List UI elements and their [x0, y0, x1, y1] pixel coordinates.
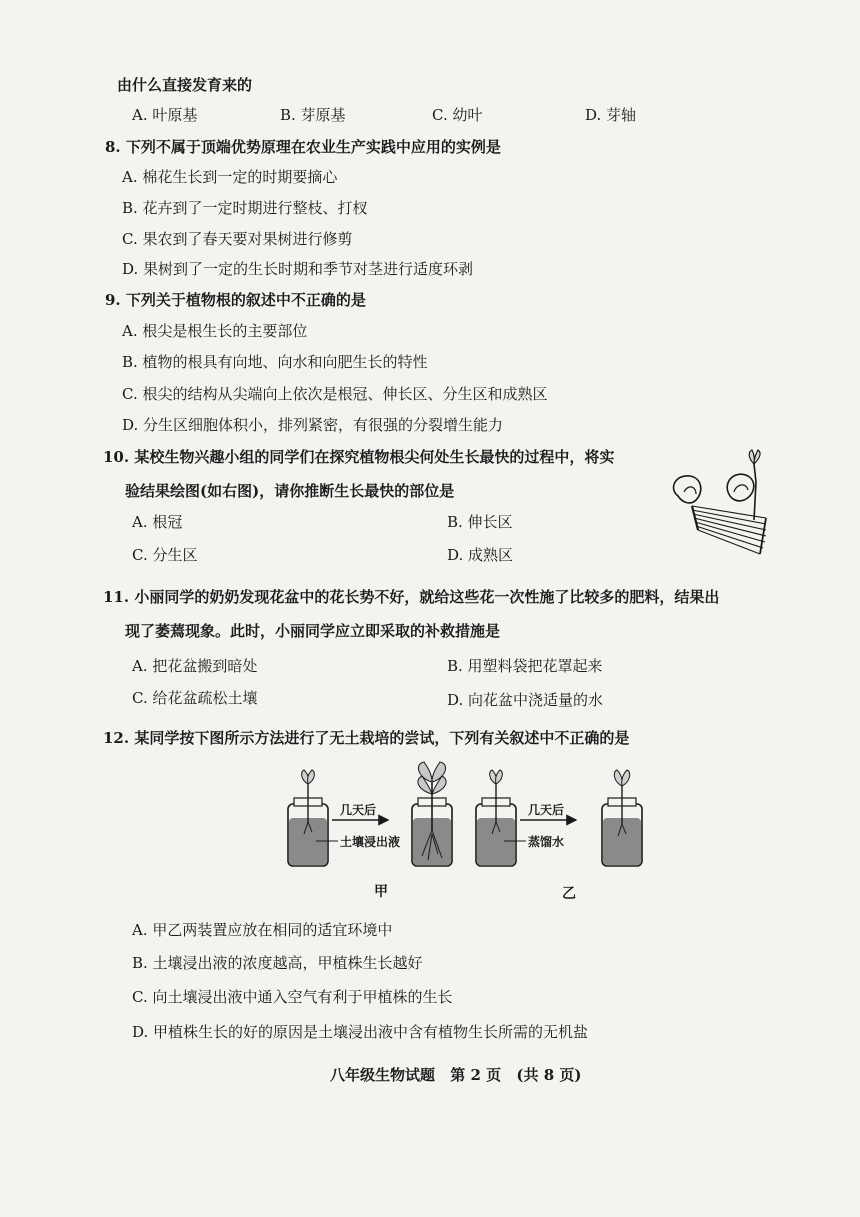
- jar-a-before: [288, 770, 328, 866]
- q9-option-a: A. 根尖是根生长的主要部位: [122, 322, 308, 340]
- footer-total-pages: (共 8 页): [516, 1066, 582, 1084]
- q10-stem-line1: 10. 某校生物兴趣小组的同学们在探究植物根尖何处生长最快的过程中，将实: [103, 448, 615, 466]
- q11-stem-line2: 现了萎蔫现象。此时，小丽同学应立即采取的补救措施是: [125, 622, 501, 640]
- q12-option-c: C. 向土壤浸出液中通入空气有利于甲植株的生长: [132, 988, 453, 1006]
- q12-option-a: A. 甲乙两装置应放在相同的适宜环境中: [132, 921, 393, 939]
- footer-page-number: 第 2 页: [450, 1066, 502, 1084]
- q11-option-d: D. 向花盆中浇适量的水: [447, 691, 604, 709]
- arrow-label-b: 几天后: [527, 803, 565, 817]
- q7-option-a: A. 叶原基: [132, 106, 198, 124]
- jar-b-after: [602, 770, 642, 866]
- q9-option-d: D. 分生区细胞体积小，排列紧密，有很强的分裂增生能力: [122, 416, 504, 434]
- q11-stem-line1: 11. 小丽同学的奶奶发现花盆中的花长势不好，就给这些花一次性施了比较多的肥料，结果出: [103, 588, 720, 606]
- q9-stem: 9. 下列关于植物根的叙述中不正确的是: [105, 291, 366, 309]
- label-jia: 甲: [374, 884, 388, 900]
- q12-option-d: D. 甲植株生长的好的原因是土壤浸出液中含有植物生长所需的无机盐: [132, 1023, 589, 1041]
- q11-option-b: B. 用塑料袋把花罩起来: [447, 657, 603, 675]
- q8-stem: 8. 下列不属于顶端优势原理在农业生产实践中应用的实例是: [105, 138, 501, 156]
- q11-option-c: C. 给花盆疏松土壤: [132, 689, 258, 707]
- hydroponics-figure: [268, 760, 648, 910]
- q7-option-c: C. 幼叶: [432, 106, 483, 124]
- footer-subject: 八年级生物试题: [330, 1066, 436, 1084]
- q7-option-b: B. 芽原基: [280, 106, 346, 124]
- q8-option-c: C. 果农到了春天要对果树进行修剪: [122, 230, 353, 248]
- q10-stem-line2: 验结果绘图(如右图)，请你推断生长最快的部位是: [125, 482, 455, 500]
- q7-continuation: 由什么直接发育来的: [117, 76, 253, 94]
- q11-option-a: A. 把花盆搬到暗处: [132, 657, 258, 675]
- jar-b-before: [476, 770, 516, 866]
- q10-option-a: A. 根冠: [132, 513, 183, 531]
- root-tip-figure: [662, 448, 782, 560]
- q9-option-b: B. 植物的根具有向地、向水和向肥生长的特性: [122, 353, 428, 371]
- q10-option-c: C. 分生区: [132, 546, 198, 564]
- q8-option-a: A. 棉花生长到一定的时期要摘心: [122, 168, 338, 186]
- solution-b-label: 蒸馏水: [528, 835, 565, 849]
- solution-a-label: 土壤浸出液: [340, 835, 401, 849]
- arrow-label-a: 几天后: [339, 803, 377, 817]
- q8-option-b: B. 花卉到了一定时期进行整枝、打杈: [122, 199, 368, 217]
- q8-option-d: D. 果树到了一定的生长时期和季节对茎进行适度环剥: [122, 260, 474, 278]
- q12-option-b: B. 土壤浸出液的浓度越高，甲植株生长越好: [132, 954, 423, 972]
- jar-a-after: [412, 762, 452, 866]
- q9-option-c: C. 根尖的结构从尖端向上依次是根冠、伸长区、分生区和成熟区: [122, 385, 548, 403]
- q12-stem: 12. 某同学按下图所示方法进行了无土栽培的尝试，下列有关叙述中不正确的是: [103, 729, 630, 747]
- q10-option-d: D. 成熟区: [447, 546, 514, 564]
- q7-option-d: D. 芽轴: [585, 106, 637, 124]
- label-yi: 乙: [562, 886, 576, 902]
- page-footer: [330, 1065, 591, 1085]
- q10-option-b: B. 伸长区: [447, 513, 513, 531]
